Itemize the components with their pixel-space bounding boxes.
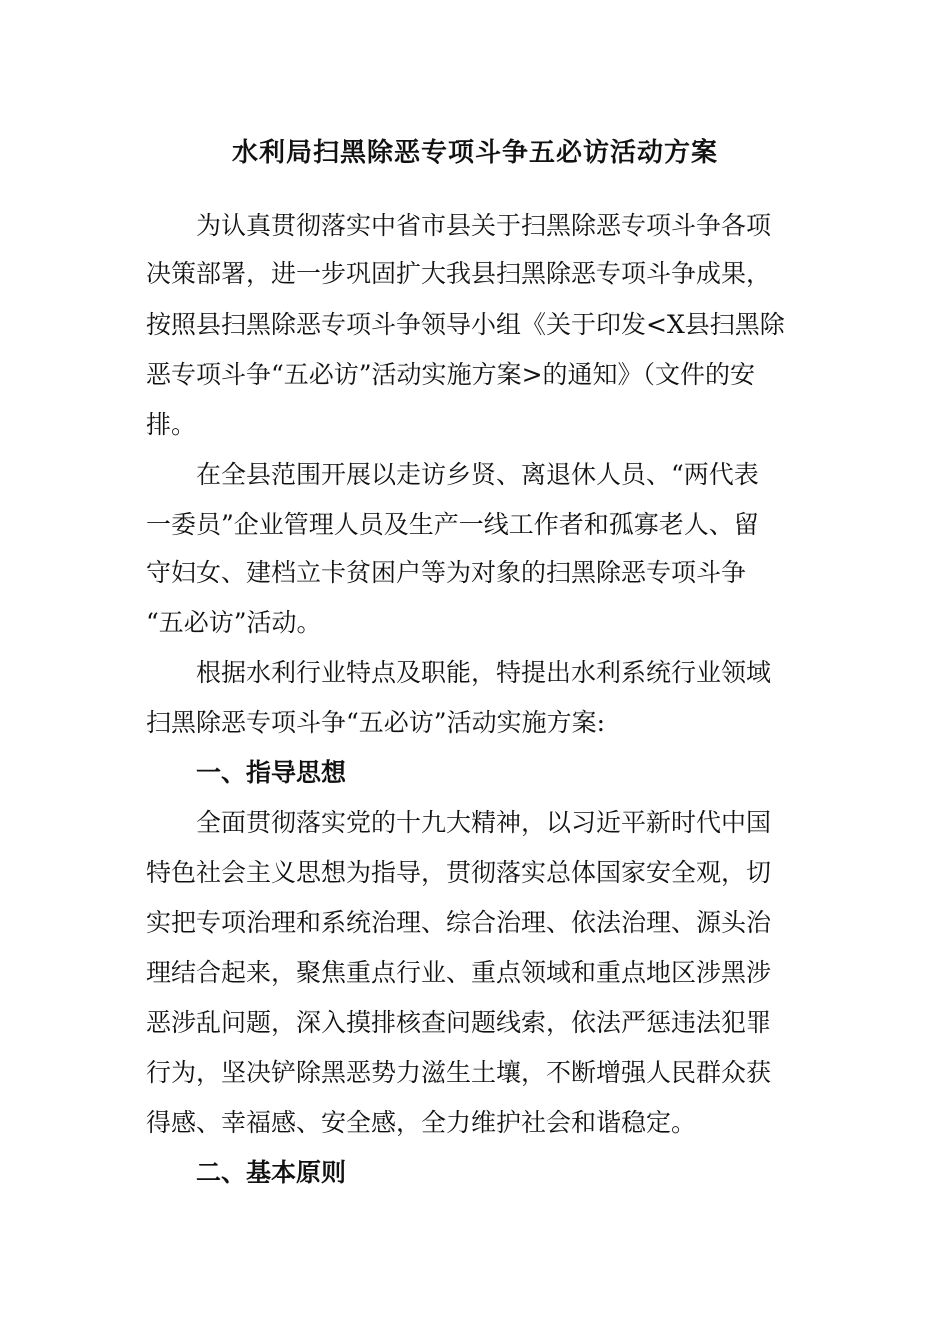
paragraph-line: 全面贯彻落实党的十九大精神，以习近平新时代中国: [196, 808, 772, 837]
paragraph-line: 扫黑除恶专项斗争“五必访”活动实施方案:: [146, 708, 605, 737]
document-title: 水利局扫黑除恶专项斗争五必访活动方案: [231, 138, 718, 168]
paragraph-line: 理结合起来，聚焦重点行业、重点领域和重点地区涉黑涉: [146, 958, 772, 987]
paragraph-line: 得感、幸福感、安全感，全力维护社会和谐稳定。: [146, 1108, 697, 1137]
paragraph-line: 恶涉乱问题，深入摸排核查问题线索，依法严惩违法犯罪: [146, 1008, 772, 1037]
paragraph-line: 守妇女、建档立卡贫困户等为对象的扫黑除恶专项斗争: [146, 558, 747, 587]
paragraph-line: 根据水利行业特点及职能，特提出水利系统行业领域: [196, 658, 772, 687]
paragraph-line: 按照县扫黑除恶专项斗争领导小组《关于印发<X县扫黑除: [146, 310, 785, 339]
paragraph-line: 一委员”企业管理人员及生产一线工作者和孤寡老人、留: [146, 510, 759, 539]
paragraph-line: 恶专项斗争“五必访”活动实施方案>的通知》（文件的安: [146, 360, 756, 389]
paragraph-line: 实把专项治理和系统治理、综合治理、依法治理、源头治: [146, 908, 772, 937]
section-heading: 一、指导思想: [196, 758, 347, 787]
paragraph-line: “五必访”活动。: [146, 608, 322, 637]
paragraph-line: 在全县范围开展以走访乡贤、离退休人员、“两代表: [196, 460, 759, 489]
paragraph-line: 为认真贯彻落实中省市县关于扫黑除恶专项斗争各项: [196, 211, 772, 240]
section-heading: 二、基本原则: [196, 1158, 347, 1187]
paragraph-line: 特色社会主义思想为指导，贯彻落实总体国家安全观，切: [146, 858, 772, 887]
paragraph-line: 排。: [146, 410, 197, 439]
paragraph-line: 决策部署，进一步巩固扩大我县扫黑除恶专项斗争成果，: [146, 259, 772, 288]
paragraph-line: 行为，坚决铲除黑恶势力滋生土壤，不断增强人民群众获: [146, 1058, 772, 1087]
